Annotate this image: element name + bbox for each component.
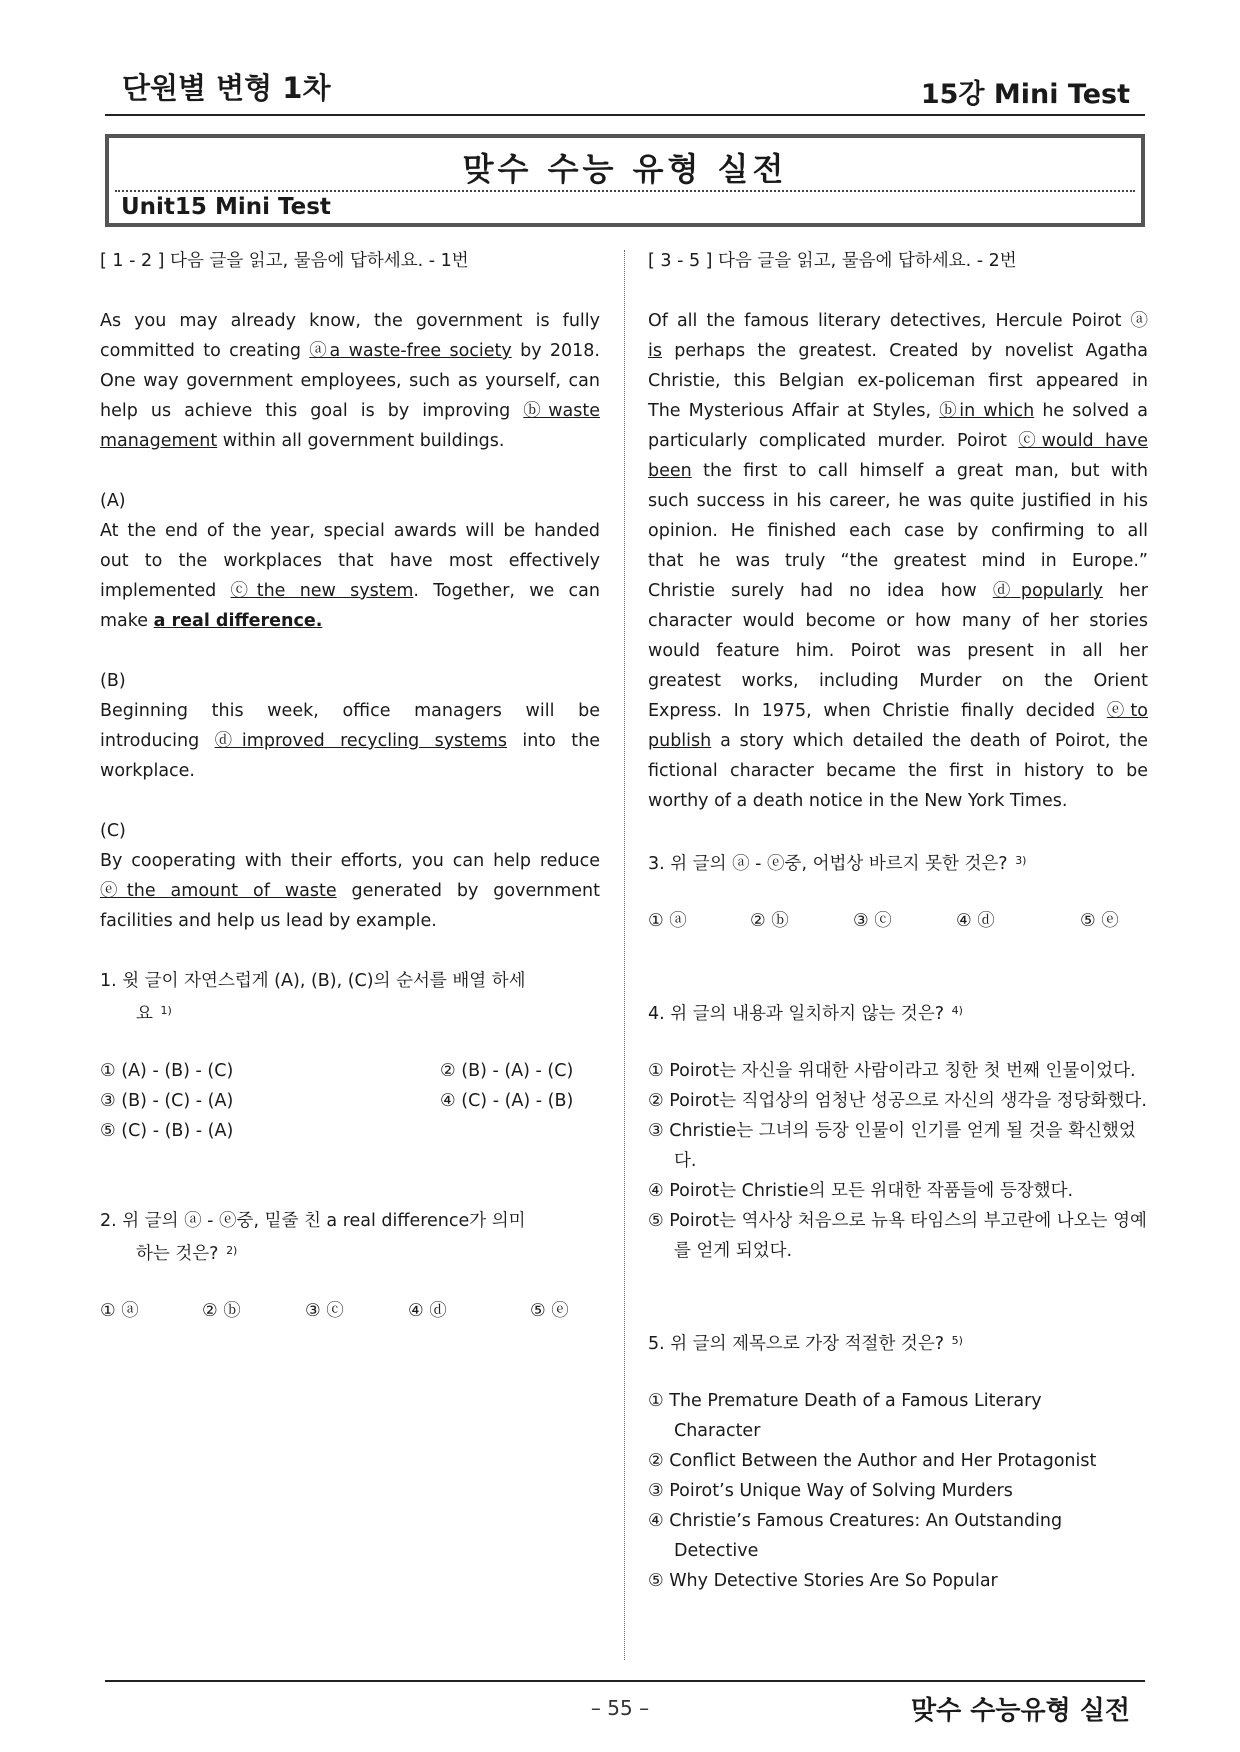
footnote-ref: 3) — [1015, 854, 1027, 867]
choice-2[interactable]: ② (B) - (A) - (C) — [440, 1061, 574, 1081]
underline-c: ⓒwould have — [1018, 431, 1148, 451]
option-2[interactable]: ② Poirot는 직업상의 엄청난 성공으로 자신의 생각을 정당화했다. — [648, 1091, 1147, 1111]
question-3 — [648, 846, 1148, 936]
question-1: 1. 윗 글이 자연스럽게 (A), (B), (C)의 순서를 배열 하세 요 $^{1)}$ ① (A) - (B) - (C) ② (B) - (A) - (C) ③ (B) - (C) - (A) ④ (C) - (A) - (B) ⑤ (C) - (B) - (A) — [100, 966, 600, 1146]
left-column — [100, 246, 600, 1326]
title-divider — [115, 190, 1135, 192]
choice-row — [100, 1296, 600, 1326]
choice-3[interactable]: ③ (B) - (C) - (A) — [100, 1091, 234, 1111]
underline-b: ⓑwaste — [523, 401, 600, 421]
question-5-stem: 5. 위 글의 제목으로 가장 적절한 것은? $^{5)}$ — [648, 1334, 963, 1354]
choice-4[interactable]: ④ ⓓ — [956, 911, 995, 931]
choice-1[interactable]: ① ⓐ — [648, 911, 687, 931]
option-4[interactable]: ④ Poirot는 Christie의 모든 위대한 작품들에 등장했다. — [648, 1181, 1074, 1201]
question-4 — [648, 996, 1148, 1266]
question-1-stem: 1. 윗 글이 자연스럽게 (A), (B), (C)의 순서를 배열 하세 — [100, 971, 526, 991]
underline-e: ⓔthe amount of waste — [100, 881, 337, 901]
label-b: (B) — [100, 671, 126, 691]
choice-5[interactable]: ⑤ ⓔ — [530, 1301, 569, 1321]
choice-4[interactable]: ④ (C) - (A) - (B) — [440, 1091, 574, 1111]
choice-3[interactable]: ③ ⓒ — [305, 1301, 344, 1321]
choice-1[interactable]: ① (A) - (B) - (C) — [100, 1061, 234, 1081]
choice-row — [100, 1056, 600, 1086]
header-lesson-title: 15강 Mini Test — [920, 79, 1130, 110]
title-box — [105, 134, 1145, 227]
underline-real-difference: a real difference. — [153, 611, 323, 631]
choice-5[interactable]: ⑤ ⓔ — [1080, 911, 1119, 931]
option-3[interactable]: ③ Poirot’s Unique Way of Solving Murders — [648, 1481, 1013, 1501]
choice-row — [100, 1086, 600, 1116]
choice-1[interactable]: ① ⓐ — [100, 1301, 139, 1321]
footnote-ref: 4) — [951, 1004, 963, 1017]
option-2[interactable]: ② Conflict Between the Author and Her Protagonist — [648, 1451, 1097, 1471]
choice-2[interactable]: ② ⓑ — [202, 1301, 241, 1321]
footnote-ref: 1) — [160, 1004, 172, 1017]
label-c: (C) — [100, 821, 126, 841]
underline-d: ⓓimproved recycling systems — [214, 731, 507, 751]
choice-4[interactable]: ④ ⓓ — [408, 1301, 447, 1321]
paragraph-a: (A) At the end of the year, special awards will be handed out to the workplaces that have most effectively implemented ⓒthe new system. Together, we can make a real difference. — [100, 486, 600, 636]
column-divider — [624, 250, 625, 1660]
underline-d: ⓓpopularly — [992, 581, 1103, 601]
choice-row — [648, 906, 1148, 936]
option-1[interactable]: ① The Premature Death of a Famous Literary Character — [648, 1391, 1042, 1441]
footer-rule — [105, 1680, 1145, 1682]
underline-e: ⓔto — [1106, 701, 1148, 721]
instruction-1-2: [ 1 - 2 ] 다음 글을 읽고, 물음에 답하세요. - 1번 — [100, 251, 469, 271]
instruction-3-5: [ 3 - 5 ] 다음 글을 읽고, 물음에 답하세요. - 2번 — [648, 251, 1017, 271]
underline-a: ⓐa waste-free society — [309, 341, 512, 361]
question-4-stem: 4. 위 글의 내용과 일치하지 않는 것은? $^{4)}$ — [648, 1004, 963, 1024]
underline-c: ⓒthe new system — [230, 581, 414, 601]
paragraph-b: (B) Beginning this week, office managers will be introducing ⓓimproved recycling systems into the workplace. — [100, 666, 600, 786]
choice-5[interactable]: ⑤ (C) - (B) - (A) — [100, 1121, 234, 1141]
question-5 — [648, 1326, 1148, 1596]
underline-b: ⓑin which — [939, 401, 1035, 421]
option-5[interactable]: ⑤ Poirot는 역사상 처음으로 뉴욕 타임스의 부고란에 나오는 영예를 얻게 되었다. — [648, 1211, 1147, 1261]
passage-poirot: Of all the famous literary detectives, Hercule Poirot ⓐ is perhaps the greatest. Created by novelist Agatha Christie, this Belgian ex-policeman first appeared in The Mysterious Affair at Styles, ⓑin which he solved a particularly complicated murder. Poirot ⓒwould have been the first to call himself a great man, but with such success in his career, he was quite justified in his opinion. He finished each case by confirming to all that he was truly “the greatest mind in Europe.” Christie surely had no idea how ⓓpopularly her character would become or how many of her stories would feature him. Poirot was present in all her greatest works, including Murder on the Orient Express. In 1975, when Christie finally decided ⓔto publish a story which detailed the death of Poirot, the fictional character became the first in history to be worthy of a death notice in the New York Times. — [648, 311, 1149, 811]
option-4[interactable]: ④ Christie’s Famous Creatures: An Outstanding Detective — [648, 1511, 1063, 1561]
footer-title: 맞수 수능유형 실전 — [910, 1696, 1130, 1726]
option-3[interactable]: ③ Christie는 그녀의 등장 인물이 인기를 얻게 될 것을 확신했었다. — [648, 1121, 1136, 1171]
page-number: – 55 – — [590, 1696, 650, 1720]
option-5[interactable]: ⑤ Why Detective Stories Are So Popular — [648, 1571, 998, 1591]
intro-paragraph: As you may already know, the government is fully committed to creating ⓐa waste-free society by 2018. One way government employees, such as yourself, can help us achieve this goal is by improving ⓑwaste management within all government buildings. — [100, 311, 600, 451]
right-column — [648, 246, 1148, 1596]
choice-row — [100, 1116, 600, 1146]
question-2-stem: 2. 위 글의 ⓐ - ⓔ중, 밑줄 친 a real difference가 의미 — [100, 1211, 526, 1231]
header-rule — [105, 114, 1145, 116]
unit-subtitle: Unit15 Mini Test — [121, 194, 331, 220]
choice-2[interactable]: ② ⓑ — [750, 911, 789, 931]
page-title: 맞수 수능 유형 실전 — [462, 150, 788, 188]
header-unit-title: 단원별 변형 1차 — [122, 71, 331, 105]
label-a: (A) — [100, 491, 126, 511]
underline-a: is — [648, 341, 662, 361]
question-3-stem: 3. 위 글의 ⓐ - ⓔ중, 어법상 바르지 못한 것은? $^{3)}$ — [648, 854, 1027, 874]
question-2: 2. 위 글의 ⓐ - ⓔ중, 밑줄 친 a real difference가 의미 하는 것은? $^{2)}$ ① ⓐ ② ⓑ ③ ⓒ ④ ⓓ ⑤ ⓔ — [100, 1206, 600, 1326]
footnote-ref: 2) — [226, 1244, 238, 1257]
choice-3[interactable]: ③ ⓒ — [853, 911, 892, 931]
option-1[interactable]: ① Poirot는 자신을 위대한 사람이라고 칭한 첫 번째 인물이었다. — [648, 1061, 1136, 1081]
paragraph-c: (C) By cooperating with their efforts, you can help reduce ⓔthe amount of waste generated by government facilities and help us lead by example. — [100, 816, 600, 936]
footnote-ref: 5) — [951, 1334, 963, 1347]
